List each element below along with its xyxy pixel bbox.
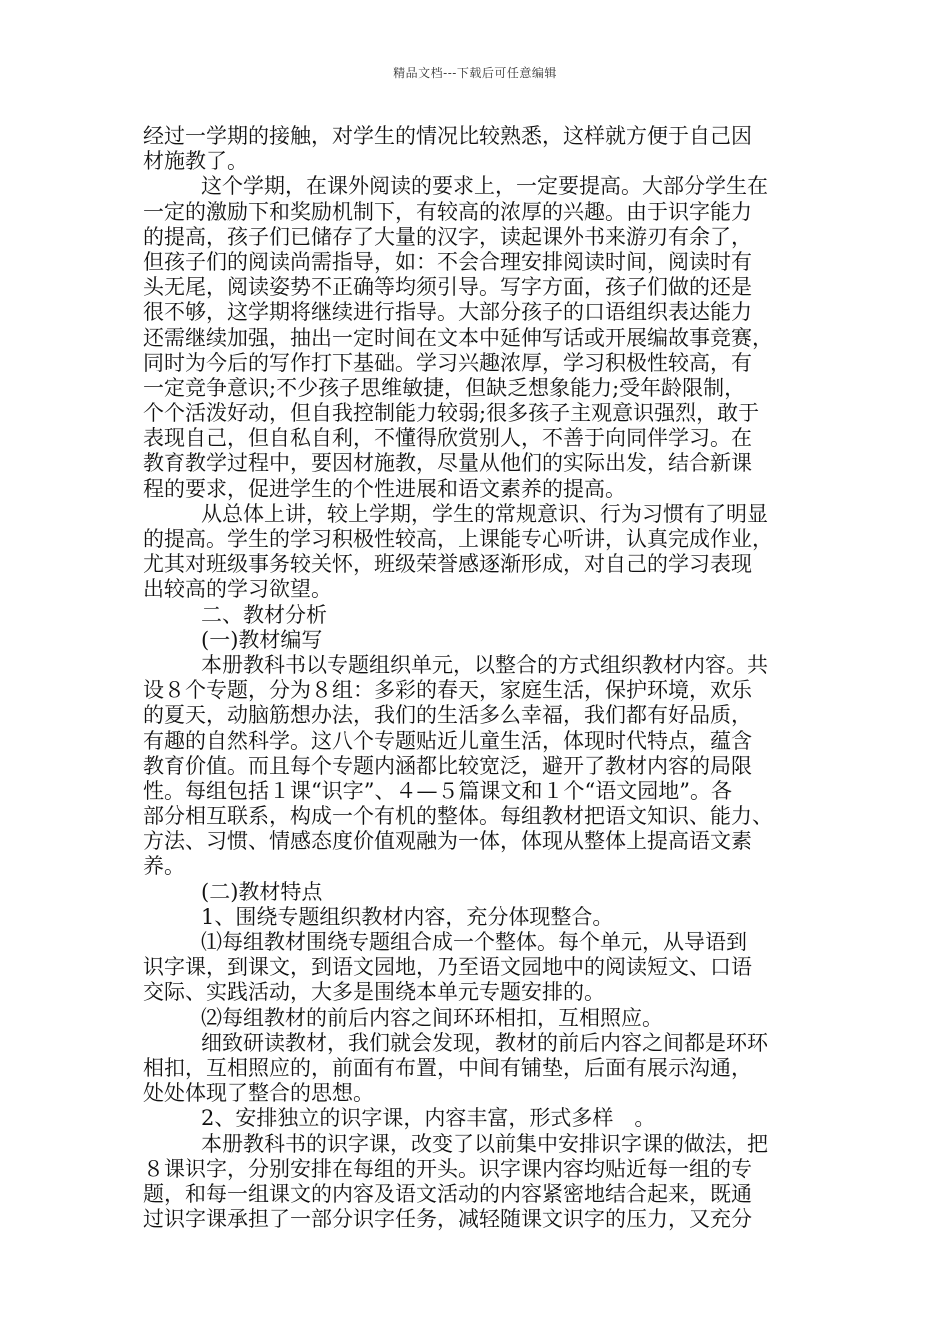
text-line: 还需继续加强，抽出一定时间在文本中延伸写话或开展编故事竞赛， xyxy=(143,325,773,350)
text-line: 处处体现了整合的思想。 xyxy=(143,1081,374,1106)
text-line: 头无尾，阅读姿势不正确等均须引导。写字方面，孩子们做的还是 xyxy=(143,275,752,300)
text-line: 有趣的自然科学。这八个专题贴近儿童生活，体现时代特点，蕴含 xyxy=(143,728,752,753)
text-line: 养。 xyxy=(143,854,185,879)
text-line: 出较高的学习欲望。 xyxy=(143,577,332,602)
text-line: 识字课，到课文，到语文园地，乃至语文园地中的阅读短文、口语 xyxy=(143,955,752,980)
document-body xyxy=(143,124,813,1232)
text-line: 尤其对班级事务较关怀，班级荣誉感逐渐形成，对自己的学习表现 xyxy=(143,552,752,577)
text-line: ８课识字，分别安排在每组的开头。识字课内容均贴近每一组的专 xyxy=(143,1156,752,1181)
text-line: 性。每组包括１课“识字”、４—５篇课文和１个“语文园地”。各 xyxy=(143,778,732,803)
text-line: 教育价值。而且每个专题内涵都比较宽泛，避开了教材内容的局限 xyxy=(143,753,752,778)
text-line: 的夏天，动脑筋想办法，我们的生活多么幸福，我们都有好品质， xyxy=(143,703,752,728)
text-line: 材施教了。 xyxy=(143,149,248,174)
text-line: 很不够，这学期将继续进行指导。大部分孩子的口语组织表达能力 xyxy=(143,300,752,325)
text-line: 表现自己，但自私自利，不懂得欣赏别人，不善于向同伴学习。在 xyxy=(143,426,752,451)
text-line: 本册教科书以专题组织单元，以整合的方式组织教材内容。共 xyxy=(201,652,768,677)
text-line: 二、教材分析 xyxy=(201,602,327,627)
text-line: 一定竞争意识;不少孩子思维敏捷，但缺乏想象能力;受年龄限制， xyxy=(143,375,746,400)
text-line: (一)教材编写 xyxy=(201,627,323,652)
text-line: 这个学期，在课外阅读的要求上，一定要提高。大部分学生在 xyxy=(201,174,768,199)
text-line: 的提高。学生的学习积极性较高，上课能专心听讲，认真完成作业， xyxy=(143,527,773,551)
text-line: 同时为今后的写作打下基础。学习兴趣浓厚，学习积极性较高，有 xyxy=(143,350,752,375)
text-line: 细致研读教材，我们就会发现，教材的前后内容之间都是环环 xyxy=(201,1030,768,1055)
text-line: 题，和每一组课文的内容及语文活动的内容紧密地结合起来，既通 xyxy=(143,1181,752,1206)
text-line: 程的要求，促进学生的个性进展和语文素养的提高。 xyxy=(143,476,626,501)
text-line: 设８个专题，分为８组：多彩的春天，家庭生活，保护环境，欢乐 xyxy=(143,678,752,703)
text-line: 部分相互联系，构成一个有机的整体。每组教材把语文知识、能力、 xyxy=(143,804,773,829)
text-line: 本册教科书的识字课，改变了以前集中安排识字课的做法，把 xyxy=(201,1131,768,1156)
text-line: 从总体上讲，较上学期，学生的常规意识、行为习惯有了明显 xyxy=(201,501,768,526)
text-line: 经过一学期的接触，对学生的情况比较熟悉，这样就方便于自己因 xyxy=(143,124,752,148)
text-line: 一定的激励下和奖励机制下，有较高的浓厚的兴趣。由于识字能力 xyxy=(143,199,752,224)
text-line: 相扣，互相照应的，前面有布置，中间有铺垫，后面有展示沟通， xyxy=(143,1055,752,1080)
text-line: 但孩子们的阅读尚需指导，如：不会合理安排阅读时间，阅读时有 xyxy=(143,249,752,274)
text-line: ⑵每组教材的前后内容之间环环相扣，互相照应。 xyxy=(201,1005,663,1030)
text-line: 的提高，孩子们已储存了大量的汉字，读起课外书来游刃有余了， xyxy=(143,224,752,249)
text-line: 交际、实践活动，大多是围绕本单元专题安排的。 xyxy=(143,980,605,1005)
text-line: 方法、习惯、情感态度价值观融为一体，体现从整体上提高语文素 xyxy=(143,829,752,854)
page-header: 精品文档---下载后可任意编辑 xyxy=(393,66,557,80)
text-line: (二)教材特点 xyxy=(201,879,323,904)
text-line: 过识字课承担了一部分识字任务，减轻随课文识字的压力，又充分 xyxy=(143,1207,752,1232)
text-line: 2、安排独立的识字课，内容丰富，形式多样 。 xyxy=(201,1106,656,1131)
text-line: 个个活泼好动，但自我控制能力较弱;很多孩子主观意识强烈，敢于 xyxy=(143,401,760,426)
text-line: ⑴每组教材围绕专题组合成一个整体。每个单元，从导语到 xyxy=(201,930,747,954)
text-line: 1、围绕专题组织教材内容，充分体现整合。 xyxy=(201,904,614,929)
text-line: 教育教学过程中，要因材施教，尽量从他们的实际出发，结合新课 xyxy=(143,451,752,476)
